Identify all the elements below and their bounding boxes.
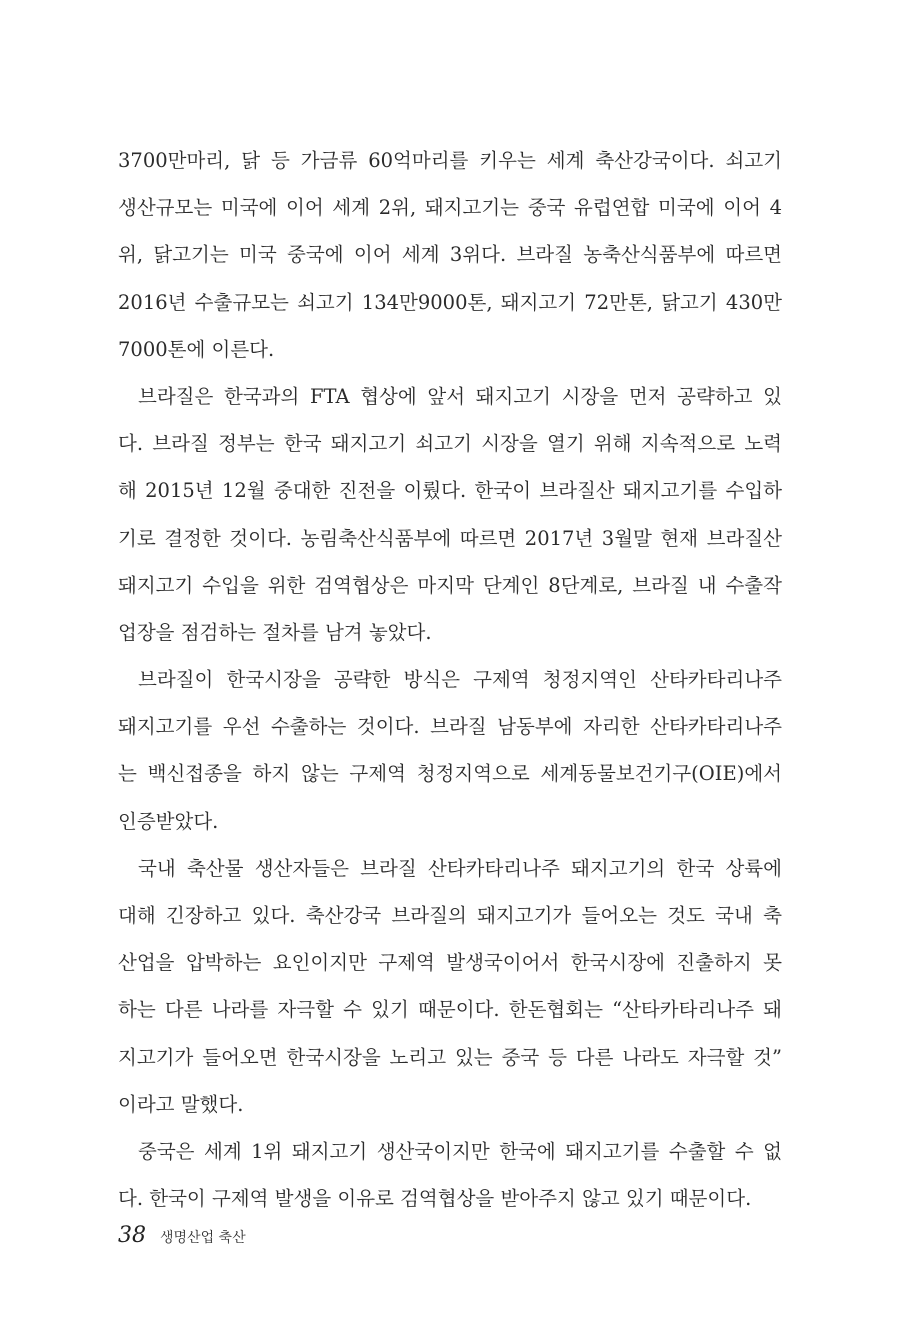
page-number: 38 <box>118 1223 146 1248</box>
paragraph-first-line: 중국은 세계 1위 돼지고기 생산국이지만 한국에 돼지고기를 수출할 수 없 <box>138 1139 782 1163</box>
body-line: 산업을 압박하는 요인이지만 구제역 발생국이어서 한국시장에 진출하지 못 <box>118 951 782 975</box>
page-footer <box>118 1223 246 1248</box>
body-line: 기로 결정한 것이다. 농림축산식품부에 따르면 2017년 3월말 현재 브라질산 <box>118 526 782 550</box>
body-line: 7000톤에 이른다. <box>118 337 275 361</box>
body-line: 생산규모는 미국에 이어 세계 2위, 돼지고기는 중국 유럽연합 미국에 이어 4 <box>118 196 782 220</box>
body-text <box>118 137 782 1222</box>
body-line: 2016년 수출규모는 쇠고기 134만9000톤, 돼지고기 72만톤, 닭고기 430만 <box>118 290 782 314</box>
body-line: 업장을 점검하는 절차를 남겨 놓았다. <box>118 620 432 644</box>
body-line: 해 2015년 12월 중대한 진전을 이뤘다. 한국이 브라질산 돼지고기를 수입하 <box>118 479 782 503</box>
body-line: 하는 다른 나라를 자극할 수 있기 때문이다. 한돈협회는 “산타카타리나주 돼 <box>118 998 782 1022</box>
body-line: 지고기가 들어오면 한국시장을 노리고 있는 중국 등 다른 나라도 자극할 것” <box>118 1045 782 1069</box>
body-line: 이라고 말했다. <box>118 1092 244 1116</box>
running-title: 생명산업 축산 <box>160 1230 246 1246</box>
paragraph-first-line: 국내 축산물 생산자들은 브라질 산타카타리나주 돼지고기의 한국 상륙에 <box>138 856 782 880</box>
body-line: 다. 브라질 정부는 한국 돼지고기 쇠고기 시장을 열기 위해 지속적으로 노력 <box>118 432 782 456</box>
body-line: 돼지고기 수입을 위한 검역협상은 마지막 단계인 8단계로, 브라질 내 수출작 <box>118 573 782 597</box>
body-line: 다. 한국이 구제역 발생을 이유로 검역협상을 받아주지 않고 있기 때문이다. <box>118 1187 752 1211</box>
paragraph-first-line: 브라질은 한국과의 FTA 협상에 앞서 돼지고기 시장을 먼저 공략하고 있 <box>138 384 782 408</box>
body-line: 대해 긴장하고 있다. 축산강국 브라질의 돼지고기가 들어오는 것도 국내 축 <box>118 904 782 927</box>
body-line: 인증받았다. <box>118 809 219 833</box>
body-line: 위, 닭고기는 미국 중국에 이어 세계 3위다. 브라질 농축산식품부에 따르면 <box>118 243 782 267</box>
body-line: 돼지고기를 우선 수출하는 것이다. 브라질 남동부에 자리한 산타카타리나주 <box>118 715 782 739</box>
body-line: 는 백신접종을 하지 않는 구제역 청정지역으로 세계동물보건기구(OIE)에서 <box>118 762 782 786</box>
paragraph-first-line: 브라질이 한국시장을 공략한 방식은 구제역 청정지역인 산타카타리나주 <box>138 668 782 692</box>
body-line: 3700만마리, 닭 등 가금류 60억마리를 키우는 세계 축산강국이다. 쇠고기 <box>118 149 782 172</box>
